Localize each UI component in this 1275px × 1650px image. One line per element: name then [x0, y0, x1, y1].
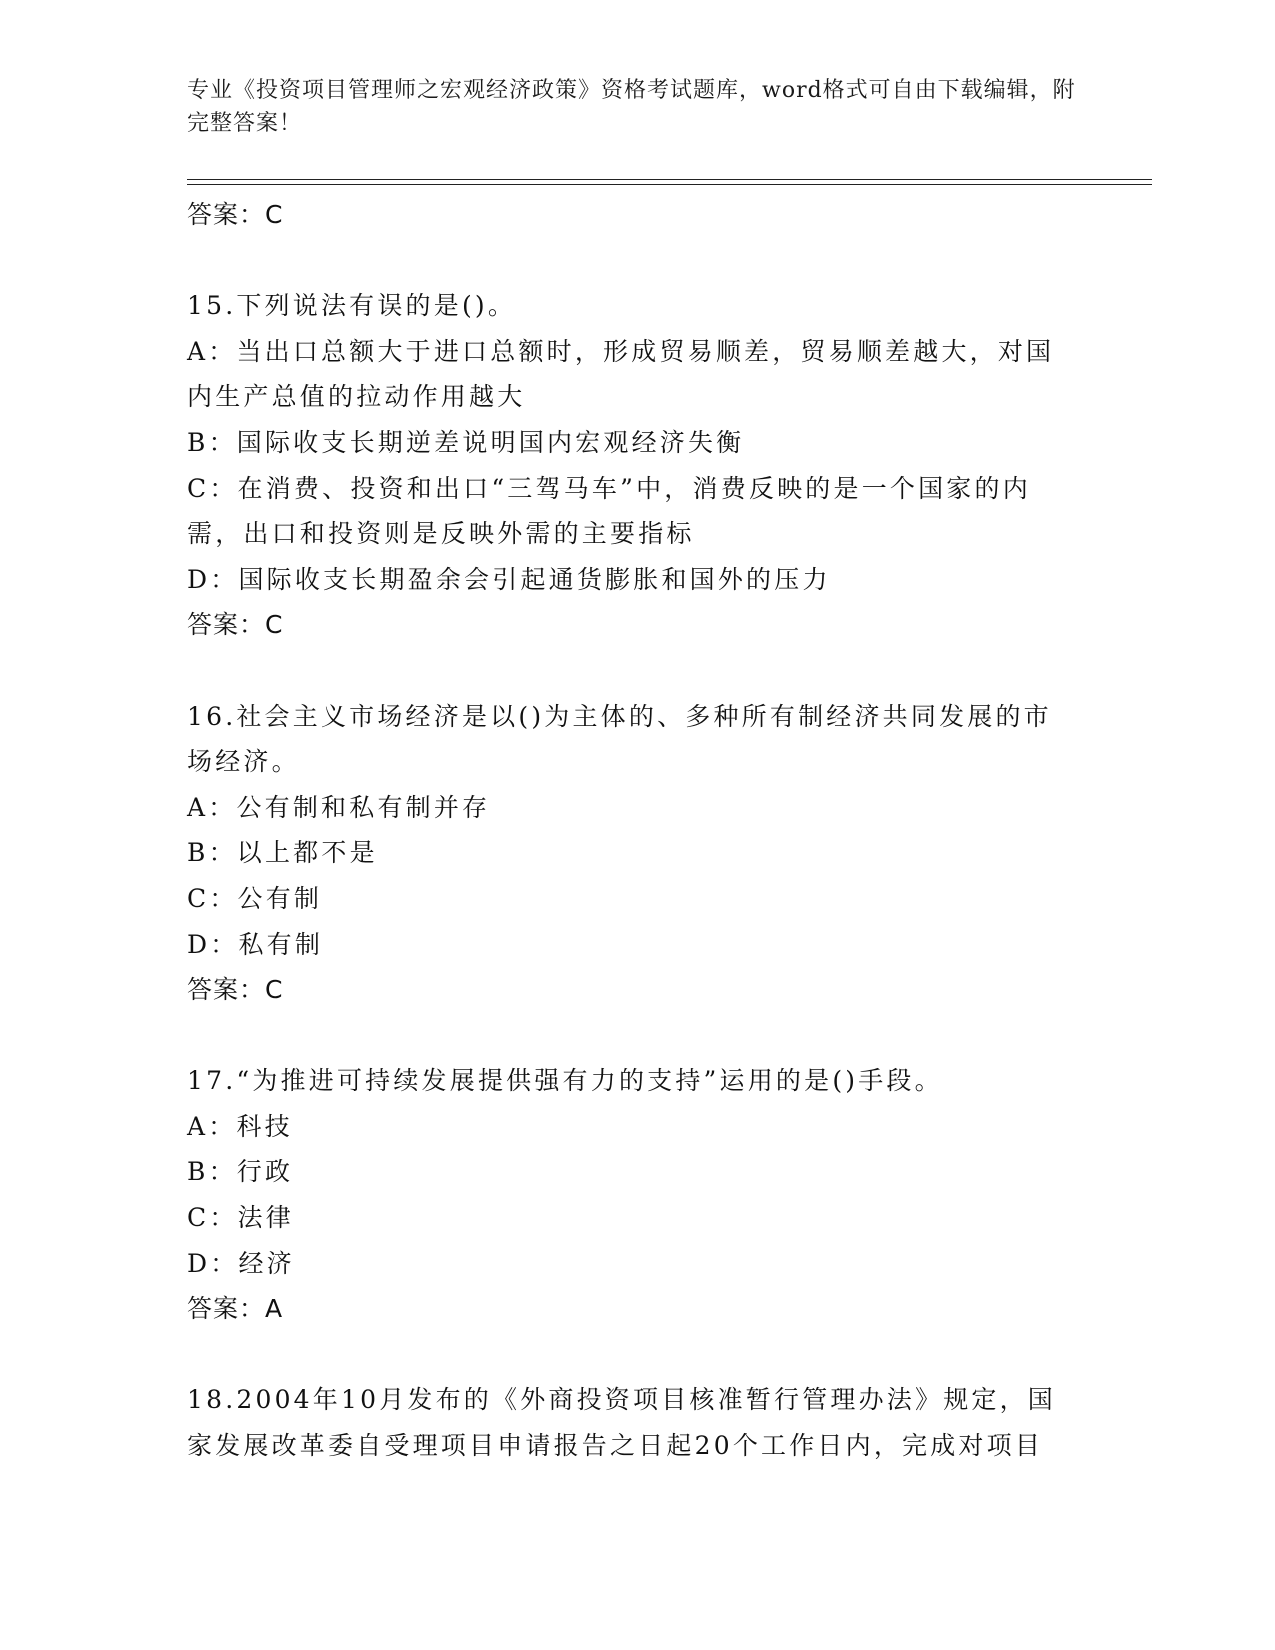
question-16: [187, 694, 1067, 1013]
option-c-line: C：公有制: [187, 883, 323, 913]
option-a-line: 内生产总值的拉动作用越大: [187, 382, 526, 412]
spacer: [187, 1013, 1067, 1059]
question-stem-line: 15.下列说法有误的是()。: [187, 291, 517, 321]
option-c-line: C：法律: [187, 1203, 294, 1233]
option-b-line: B：国际收支长期逆差说明国内宏观经济失衡: [187, 427, 745, 457]
option-a-line: A：公有制和私有制并存: [187, 792, 491, 822]
question-stem-line: 场经济。: [187, 747, 300, 777]
option-b-line: B：以上都不是: [187, 838, 378, 868]
option-c-line: 需，出口和投资则是反映外需的主要指标: [187, 519, 695, 549]
question-stem-line: 17.“为推进可持续发展提供强有力的支持”运用的是()手段。: [187, 1066, 943, 1096]
document-header: 专业《投资项目管理师之宏观经济政策》资格考试题库，word格式可自由下载编辑，附完整答案！: [187, 78, 1076, 136]
question-15: [187, 283, 1067, 648]
question-stem-line: 18.2004年10月发布的《外商投资项目核准暂行管理办法》规定，国: [187, 1385, 1056, 1415]
question-stem-line: 16.社会主义市场经济是以()为主体的、多种所有制经济共同发展的市: [187, 701, 1052, 731]
previous-answer: 答案：C: [187, 200, 284, 229]
spacer: [187, 238, 1067, 284]
header-rule-top: [187, 179, 1152, 180]
option-c-line: C：在消费、投资和出口“三驾马车”中，消费反映的是一个国家的内: [187, 473, 1031, 503]
option-d-line: D：私有制: [187, 929, 324, 959]
option-d-line: D：国际收支长期盈余会引起通货膨胀和国外的压力: [187, 564, 831, 594]
question-stem-line: 家发展改革委自受理项目申请报告之日起20个工作日内，完成对项目: [187, 1431, 1044, 1461]
option-a-line: A：科技: [187, 1111, 293, 1141]
option-d-line: D：经济: [187, 1248, 295, 1278]
answer-line: 答案：C: [187, 610, 284, 640]
option-a-line: A：当出口总额大于进口总额时，形成贸易顺差，贸易顺差越大，对国: [187, 336, 1055, 366]
answer-line: 答案：C: [187, 975, 284, 1005]
question-17: [187, 1058, 1067, 1332]
question-18: [187, 1377, 1067, 1468]
spacer: [187, 1332, 1067, 1378]
document-body: [187, 192, 1067, 1469]
spacer: [187, 648, 1067, 694]
header-rule-bottom: [187, 184, 1152, 185]
option-b-line: B：行政: [187, 1157, 294, 1187]
answer-line: 答案：A: [187, 1294, 284, 1324]
